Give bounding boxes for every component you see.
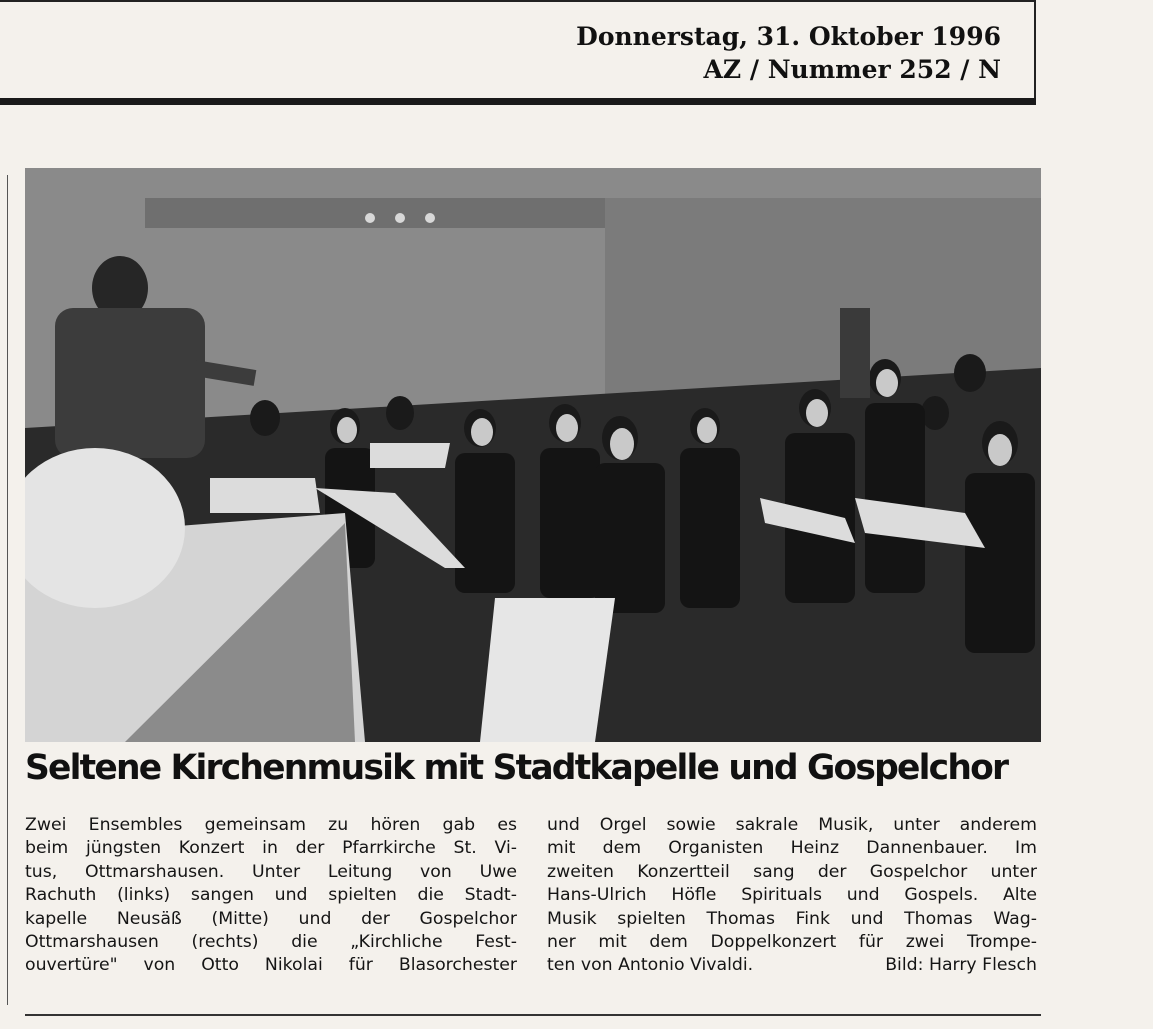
photo-credit: Bild: Harry Flesch [885, 955, 1037, 976]
article-column-right [547, 814, 1037, 978]
text-line: zweiten Konzertteil sang der Gospelchor unter [547, 861, 1037, 882]
article-headline: Seltene Kirchenmusik mit Stadtkapelle und Gospelchor [25, 748, 1008, 788]
column-rule [7, 175, 8, 1005]
concert-photo-illustration [25, 168, 1041, 742]
text-line: tus, Ottmarshausen. Unter Leitung von Uwe [25, 861, 517, 882]
text-line: ner mit dem Doppelkonzert für zwei Trompe- [547, 932, 1037, 953]
text-line: kapelle Neusäß (Mitte) und der Gospelchor [25, 908, 517, 929]
text-line: mit dem Organisten Heinz Dannenbauer. Im [547, 838, 1037, 859]
text-line: Zwei Ensembles gemeinsam zu hören gab es [25, 815, 517, 835]
text-line: ouvertüre" von Otto Nikolai für Blasorchester [25, 955, 517, 976]
issue-date: Donnerstag, 31. Oktober 1996 [576, 22, 1001, 51]
masthead-box [0, 0, 1036, 104]
bottom-rule [25, 1014, 1041, 1016]
text-line: Ottmarshausen (rechts) die „Kirchliche Fest- [25, 932, 517, 953]
article-column-left [25, 814, 517, 978]
concert-photo [25, 168, 1041, 742]
issue-number: AZ / Nummer 252 / N [703, 55, 1001, 84]
text-line: Rachuth (links) sangen und spielten die Stadt- [25, 885, 517, 906]
masthead-rule [0, 98, 1036, 105]
text-line: Hans-Ulrich Höfle Spirituals und Gospels. Alte [547, 885, 1037, 906]
text-line: beim jüngsten Konzert in der Pfarrkirche St. Vi- [25, 838, 517, 859]
text-line: und Orgel sowie sakrale Musik, unter anderem [547, 815, 1037, 835]
text-line: Musik spielten Thomas Fink und Thomas Wag- [547, 908, 1037, 929]
text-line: ten von Antonio Vivaldi. Bild: Harry Flesch [547, 954, 1037, 977]
